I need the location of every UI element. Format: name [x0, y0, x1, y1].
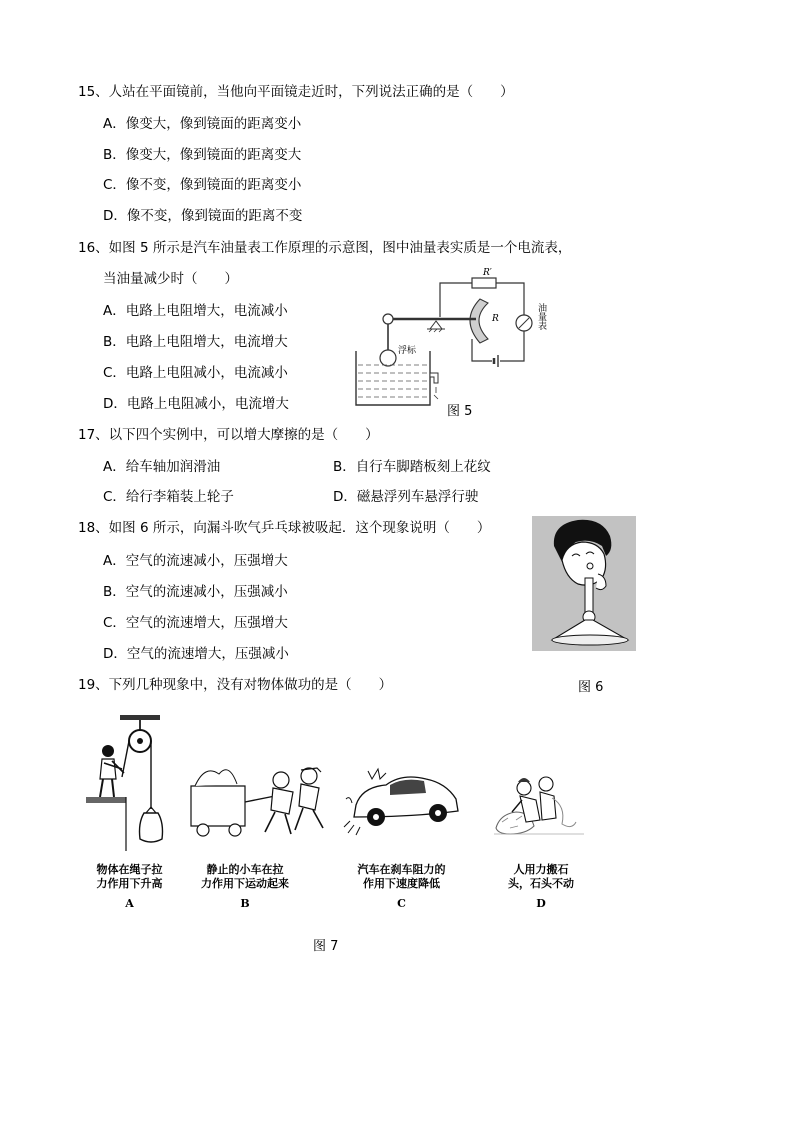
panel-b-caption: [190, 863, 300, 911]
q19-stem: 19、下列几种现象中，没有对物体做功的是（ ）: [78, 677, 393, 693]
panel-b-text-1: 静止的小车在拉: [206, 863, 284, 876]
q16-stem-cont: 当油量减少时（ ）: [103, 271, 238, 287]
label-fuel-meter: 油量表: [536, 303, 546, 330]
figure-6-caption: 图 6: [578, 680, 604, 695]
panel-c-text-1: 汽车在刹车阻力的: [357, 863, 446, 876]
panel-d-text-1: 人用力搬石: [513, 863, 569, 876]
figure-5-caption: 图 5: [447, 404, 473, 419]
q17-option-c: C．给行李箱装上轮子: [103, 489, 234, 505]
q16-stem: 16、如图 5 所示是汽车油量表工作原理的示意图，图中油量表实质是一个电流表，: [78, 240, 572, 256]
label-float: 浮标: [398, 346, 417, 356]
panel-a-text-1: 物体在绳子拉: [96, 863, 163, 876]
q18-option-c: C．空气的流速增大，压强增大: [103, 615, 288, 631]
panel-d-stone-illustration: [490, 770, 590, 840]
panel-d-letter: D: [536, 897, 546, 910]
panel-c-caption: [344, 863, 459, 911]
q15-option-b: B．像变大，像到镜面的距离变大: [103, 147, 302, 163]
q15-option-c: C．像不变，像到镜面的距离变小: [103, 177, 302, 193]
panel-c-letter: C: [397, 897, 406, 910]
panel-b-cart-illustration: [185, 762, 335, 842]
panel-b-letter: B: [240, 897, 250, 910]
panel-b-text-2: 力作用下运动起来: [201, 877, 289, 890]
q16-option-b: B．电路上电阻增大，电流增大: [103, 334, 288, 350]
label-r-prime: R′: [483, 268, 492, 278]
panel-a-pulley-illustration: [82, 713, 177, 853]
panel-a-text-2: 力作用下升高: [96, 877, 163, 890]
q18-option-b: B．空气的流速减小，压强减小: [103, 584, 288, 600]
q18-stem: 18、如图 6 所示，向漏斗吹气乒乓球被吸起．这个现象说明（ ）: [78, 520, 491, 536]
q15-stem: 15、人站在平面镜前，当他向平面镜走近时，下列说法正确的是（ ）: [78, 84, 514, 100]
funnel-ping-pong-figure: [532, 516, 636, 651]
q17-option-b: B．自行车脚踏板刻上花纹: [333, 459, 491, 475]
q16-option-a: A．电路上电阻增大，电流减小: [103, 303, 288, 319]
q17-option-d: D．磁悬浮列车悬浮行驶: [333, 489, 479, 505]
panel-c-text-2: 作用下速度降低: [363, 877, 440, 890]
q18-option-a: A．空气的流速减小，压强增大: [103, 553, 288, 569]
q16-option-c: C．电路上电阻减小，电流减小: [103, 365, 288, 381]
panel-a-caption: [82, 863, 177, 911]
figure-7-caption: 图 7: [313, 939, 339, 954]
q18-option-d: D．空气的流速增大，压强减小: [103, 646, 289, 662]
panel-a-letter: A: [125, 897, 134, 910]
resistor-r-prime: [472, 278, 496, 288]
float-icon: [380, 350, 396, 366]
panel-d-text-2: 头，石头不动: [508, 877, 574, 890]
q17-stem: 17、以下四个实例中，可以增大摩擦的是（ ）: [78, 427, 379, 443]
panel-d-caption: [492, 863, 590, 911]
q16-option-d: D．电路上电阻减小，电流增大: [103, 396, 289, 412]
q17-option-a: A．给车轴加润滑油: [103, 459, 221, 475]
label-r: R: [492, 314, 499, 324]
q15-option-d: D．像不变，像到镜面的距离不变: [103, 208, 303, 224]
fuel-gauge-circuit-diagram: [352, 265, 562, 420]
variable-resistor-r: [470, 299, 488, 343]
q15-option-a: A．像变大，像到镜面的距离变小: [103, 116, 302, 132]
panel-c-car-illustration: [342, 765, 467, 840]
